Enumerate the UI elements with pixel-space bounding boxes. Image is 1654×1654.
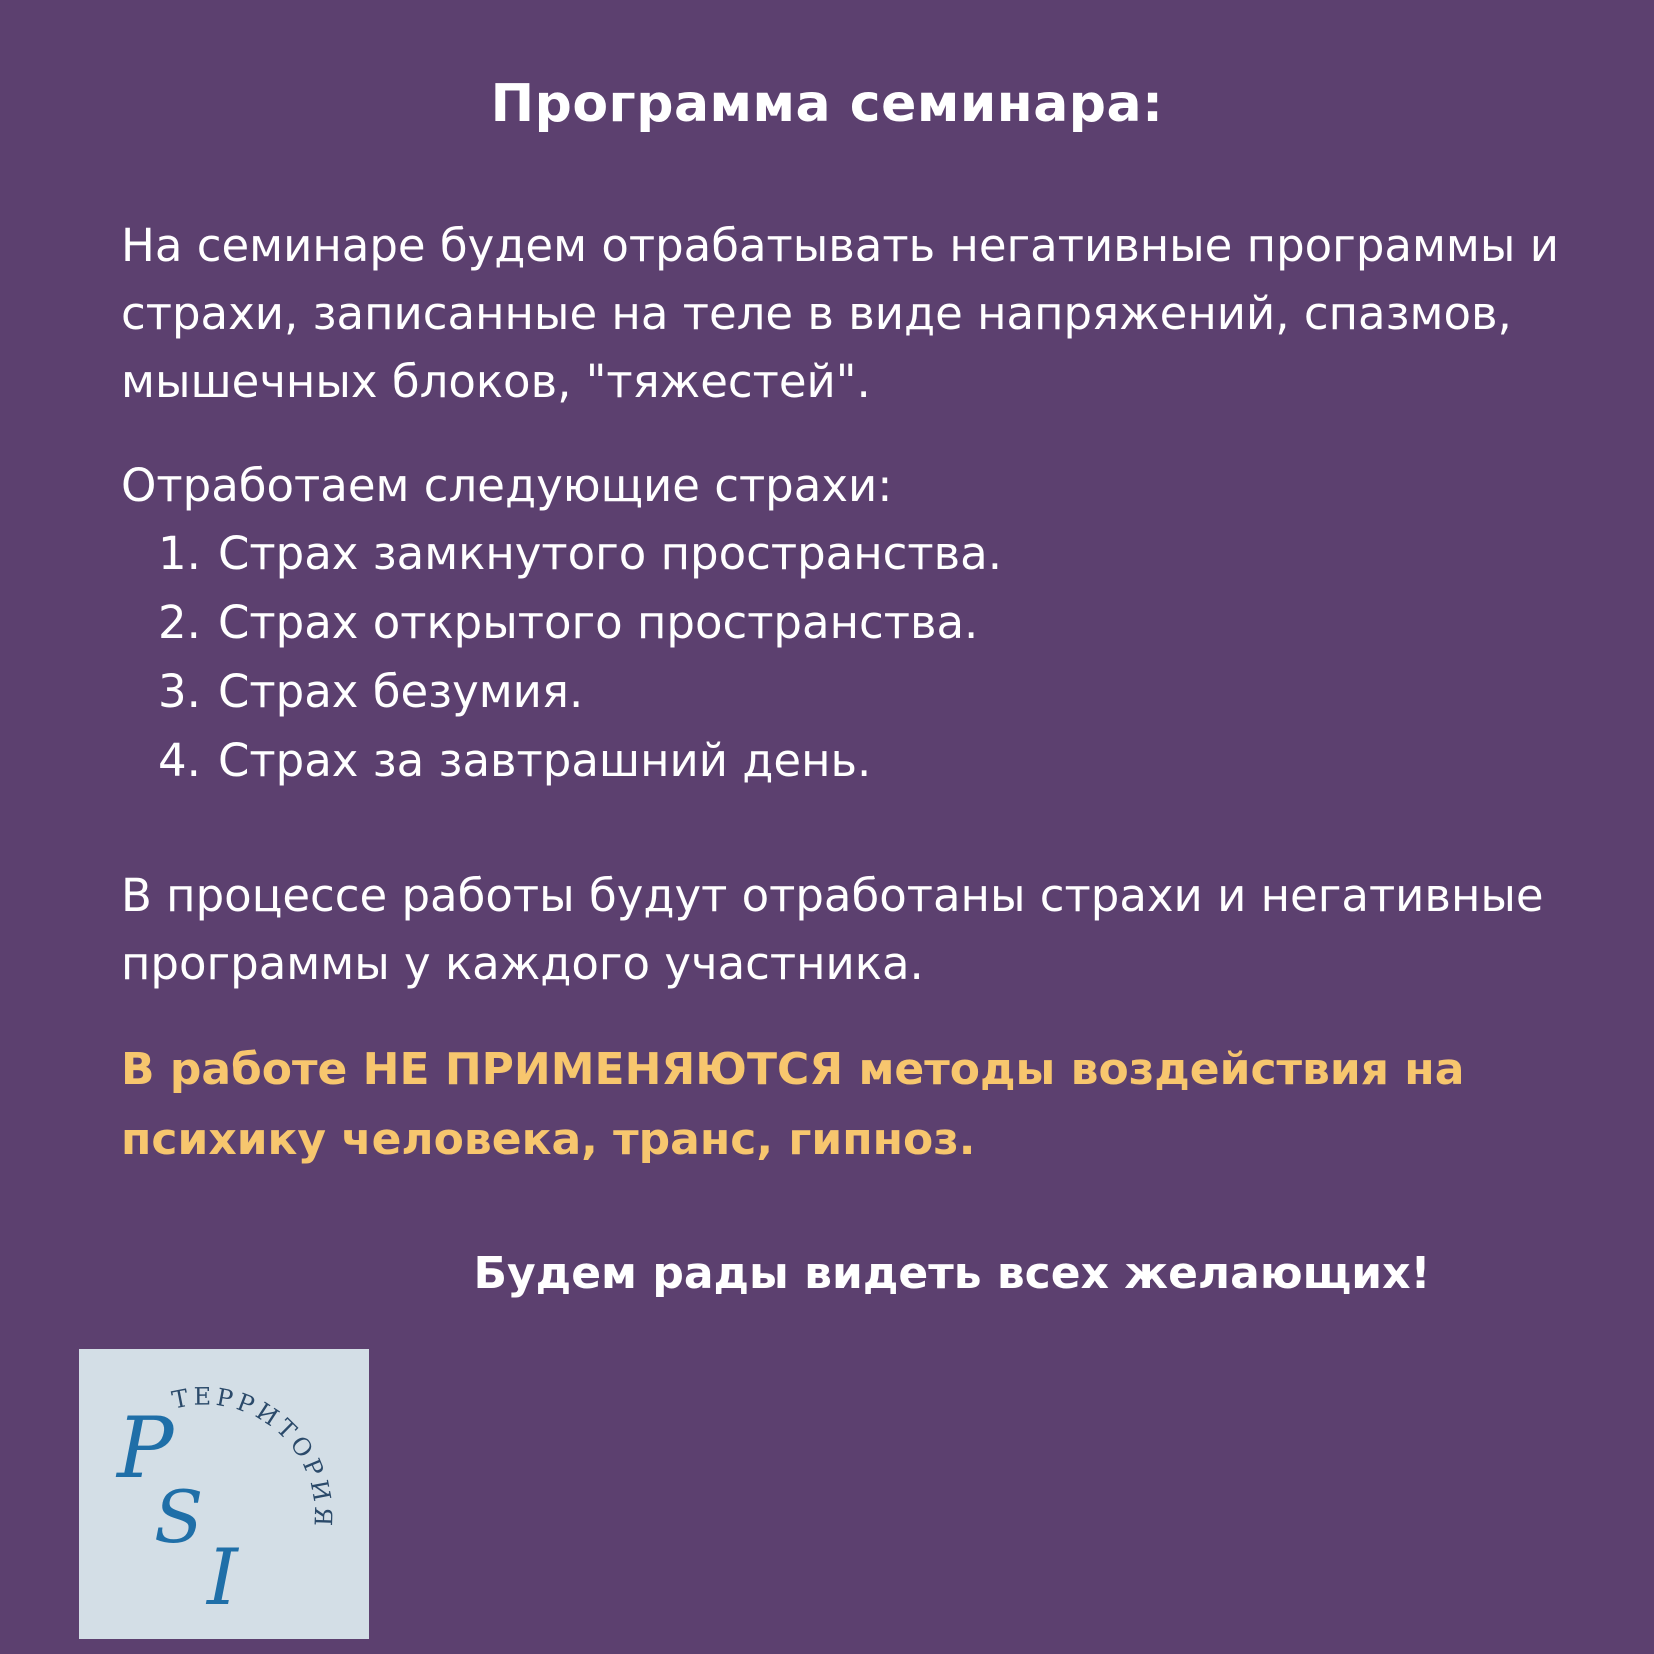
logo-letter-p: P: [117, 1399, 174, 1497]
fears-list: [158, 519, 1002, 795]
closing-text: Будем рады видеть всех желающих!: [473, 1248, 1431, 1299]
list-number: 4.: [158, 734, 201, 787]
list-number: 2.: [158, 596, 201, 649]
logo-letter-s: S: [154, 1475, 204, 1559]
list-text: Страх за завтрашний день.: [218, 734, 872, 787]
list-text: Страх замкнутого пространства.: [218, 527, 1003, 580]
list-item: [158, 726, 1002, 795]
psi-logo: [79, 1349, 369, 1639]
list-text: Страх открытого пространства.: [218, 596, 979, 649]
page-title: Программа семинара:: [490, 74, 1164, 134]
logo-arc-text: ТЕРРИТОРИЯ: [169, 1382, 338, 1531]
list-item: [158, 588, 1002, 657]
list-text: Страх безумия.: [218, 665, 584, 718]
list-item: [158, 519, 1002, 588]
warning-text: В работе НЕ ПРИМЕНЯЮТСЯ методы воздействия на психику человека, транс, гипноз.: [121, 1044, 1465, 1165]
list-number: 3.: [158, 665, 201, 718]
fears-intro: Отработаем следующие страхи:: [121, 459, 893, 512]
logo-graphic: [79, 1349, 369, 1639]
process-paragraph: В процессе работы будут отработаны страхи и негативные программы у каждого участника.: [121, 869, 1544, 990]
list-number: 1.: [158, 527, 201, 580]
logo-letter-i: I: [207, 1533, 238, 1623]
intro-paragraph: На семинаре будем отрабатывать негативные программы и страхи, записанные на теле в виде напряжений, спазмов, мышечных блоков, "тяжестей".: [121, 219, 1559, 408]
list-item: [158, 657, 1002, 726]
